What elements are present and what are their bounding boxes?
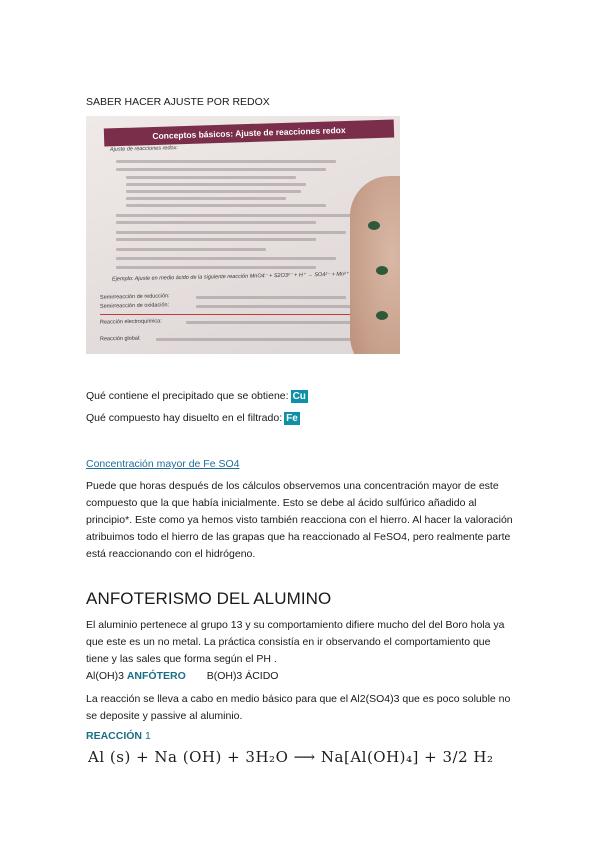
- photo-text-line: [126, 183, 306, 186]
- compound-aloh3: Al(OH)3: [86, 670, 124, 682]
- photo-text-line: [116, 238, 316, 241]
- photo-text-line: [116, 248, 266, 251]
- photo-equation-line: [196, 305, 356, 308]
- photo-text-line: [116, 214, 356, 217]
- photo-global: Reacción global:: [99, 335, 141, 343]
- concentration-paragraph: Puede que horas después de los cálculos observemos una concentración mayor de este compuesto que la que había inicialmente. Esto se debe al ácido sulfúrico añadido al principio*. Este como ya hemos visto también reacciona con el hierro. Al hacer la valoración atribuimos todo el hierro de las grapas que ha reaccionado al FeSO4, pero realmente parte está reaccionando con el hidrógeno.: [86, 480, 513, 560]
- photo-equation-line: [196, 296, 346, 299]
- fingernail: [376, 266, 388, 275]
- hand-image: [350, 176, 400, 354]
- handwritten-equation: Al (s) + Na (OH) + 3H₂O ⟶ Na[Al(OH)₄] + 3/2 H₂: [88, 748, 494, 766]
- photo-text-line: [126, 197, 286, 200]
- photo-divider: [100, 314, 370, 315]
- photo-text-line: [116, 257, 336, 260]
- photo-text-line: [126, 176, 296, 179]
- photo-subtitle: Ajuste de reacciones redox:: [109, 145, 178, 153]
- photo-band-title: Conceptos básicos: Ajuste de reacciones redox: [104, 119, 394, 146]
- section-heading: ANFOTERISMO DEL ALUMINO: [86, 589, 332, 608]
- fingernail: [376, 311, 388, 320]
- photo-equation-line: [186, 321, 376, 324]
- photo-text-line: [126, 190, 301, 193]
- compounds-line: [86, 670, 278, 682]
- reaction-label: REACCIÓN: [86, 730, 143, 742]
- photo-semi-reduccion: Semirreacción de reducción:: [99, 293, 170, 301]
- photo-equation-line: [156, 338, 366, 341]
- textbook-photo: [86, 116, 400, 354]
- photo-example: Ejemplo: Ajuste en medio ácido de la siguiente reacción MnO4⁻ + S2O3²⁻ + H⁺ → SO4²⁻ + Mn²⁺: [111, 271, 349, 283]
- answer-badge-fe: Fe: [286, 413, 298, 424]
- fingernail: [368, 221, 380, 230]
- photo-electroquimica: Reacción electroquímica:: [99, 318, 162, 326]
- reaction-number: 1: [144, 730, 151, 742]
- photo-text-line: [116, 168, 326, 171]
- question-precipitate: [86, 390, 308, 403]
- section-intro: El aluminio pertenece al grupo 13 y su comportamiento difiere mucho del del Boro hola ya que este es un no metal. La práctica consistía en ir observando el comportamiento que tiene y las sales que forma según el PH .: [86, 619, 505, 665]
- reaction-paragraph: La reacción se lleva a cabo en medio básico para que el Al2(SO4)3 que es poco soluble no se deposite y passive al aluminio.: [86, 693, 511, 722]
- photo-text-line: [116, 221, 316, 224]
- question-filtrate: [86, 412, 300, 425]
- compound-boh3: B(OH)3 ÁCIDO: [206, 670, 279, 682]
- question-precipitate-text: Qué contiene el precipitado que se obtiene:: [86, 390, 289, 402]
- amphoteric-tag: ANFÓTERO: [126, 670, 186, 682]
- photo-text-line: [116, 266, 316, 269]
- photo-text-line: [116, 160, 336, 163]
- concentration-link[interactable]: Concentración mayor de Fe SO4: [86, 458, 240, 470]
- question-filtrate-text: Qué compuesto hay disuelto en el filtrado:: [86, 412, 283, 424]
- photo-text-line: [116, 231, 346, 234]
- photo-semi-oxidacion: Semirreacción de oxidación:: [99, 302, 170, 310]
- reaction-heading: [86, 730, 151, 742]
- answer-badge-cu: Cu: [292, 391, 306, 402]
- page-title: SABER HACER AJUSTE POR REDOX: [86, 96, 270, 108]
- photo-text-line: [126, 204, 326, 207]
